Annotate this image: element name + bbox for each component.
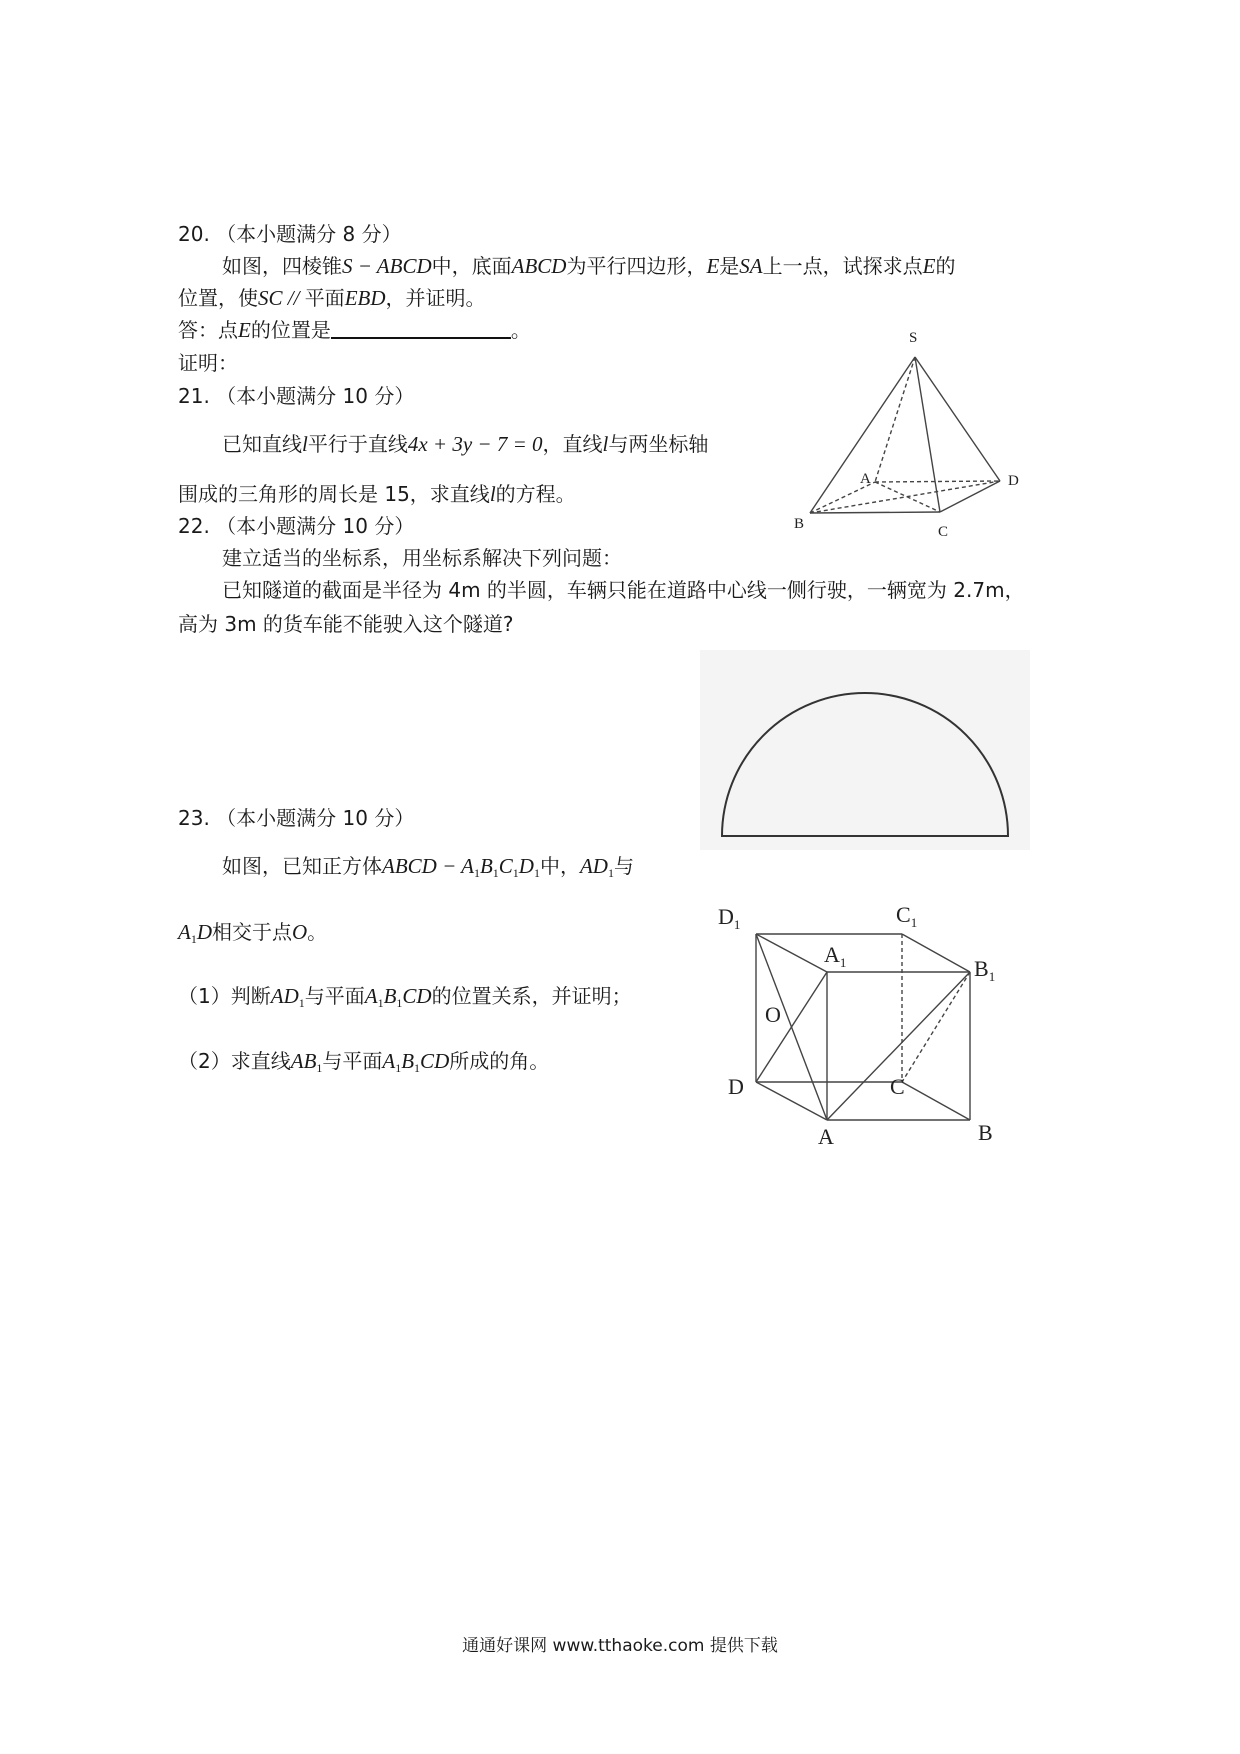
edge-bc xyxy=(810,512,940,513)
answer-blank[interactable] xyxy=(331,319,511,339)
q21-header: 21. （本小题满分 10 分） xyxy=(178,384,415,408)
edge-da xyxy=(756,1082,827,1120)
q20-proof-label: 证明： xyxy=(178,351,238,375)
figure-background xyxy=(700,650,1030,850)
q22-text-line2: 已知隧道的截面是半径为 4m 的半圆，车辆只能在道路中心线一侧行驶，一辆宽为 2.7m， xyxy=(222,578,1025,602)
q20-answer-line: 答：点E的位置是 。 xyxy=(178,318,531,342)
diag-a1d xyxy=(756,972,827,1082)
label-s: S xyxy=(909,330,918,346)
edge-sb xyxy=(810,357,915,513)
label-b: B xyxy=(978,1120,993,1145)
label-a: A xyxy=(860,471,871,487)
edge-c1b1 xyxy=(902,934,970,972)
label-d: D xyxy=(1008,473,1019,489)
label-b: B xyxy=(794,516,805,532)
edge-cb xyxy=(902,1082,970,1120)
q23-part1: （1）判断$AD_1$与平面$A_1B_1CD$的位置关系，并证明； xyxy=(178,984,632,1010)
edge-sd xyxy=(915,357,1000,481)
label-d: D xyxy=(728,1074,744,1099)
q20-header: 20. （本小题满分 8 分） xyxy=(178,222,402,246)
edge-sc xyxy=(915,357,940,512)
label-c: C xyxy=(890,1074,905,1099)
label-c1: $C_1$ xyxy=(896,902,918,930)
q20-text-line1: 如图，四棱锥S − ABCD中，底面ABCD为平行四边形，E是SA上一点，试探求点E的 xyxy=(222,254,956,278)
pyramid-figure xyxy=(780,325,1050,545)
semicircle-tunnel-figure xyxy=(700,650,1030,850)
q23-header: 23. （本小题满分 10 分） xyxy=(178,806,415,830)
label-d1: $D_1$ xyxy=(718,904,741,932)
q21-text-line2: 围成的三角形的周长是 15，求直线l的方程。 xyxy=(178,482,576,506)
diag-bd-hidden xyxy=(810,481,1000,513)
diag-b1c-hidden xyxy=(902,972,970,1082)
q21-text-line1: 已知直线l平行于直线4x + 3y − 7 = 0，直线l与两坐标轴 xyxy=(222,432,709,456)
label-a: A xyxy=(818,1124,834,1149)
q23-part2: （2）求直线$AB_1$与平面$A_1B_1CD$所成的角。 xyxy=(178,1049,550,1075)
cube-figure xyxy=(700,890,1020,1160)
label-a1: $A_1$ xyxy=(824,942,847,970)
q20-text-line2: 位置，使SC // 平面EBD，并证明。 xyxy=(178,286,486,310)
edge-d1a1 xyxy=(756,934,827,972)
label-o: O xyxy=(765,1002,781,1027)
q23-text-line2: $A_1D$相交于点O。 xyxy=(178,920,328,946)
label-c: C xyxy=(938,524,949,540)
q22-header: 22. （本小题满分 10 分） xyxy=(178,514,415,538)
diag-ac-hidden xyxy=(875,482,940,512)
q23-text-line1: 如图，已知正方体ABCD − $A_1B_1C_1D_1$中，$AD_1$与 xyxy=(222,854,634,880)
edge-ad-hidden xyxy=(875,481,1000,482)
edge-sa-hidden xyxy=(875,357,915,482)
label-b1: $B_1$ xyxy=(974,956,996,984)
q22-text-line1: 建立适当的坐标系，用坐标系解决下列问题： xyxy=(222,546,622,570)
q22-text-line3: 高为 3m 的货车能不能驶入这个隧道? xyxy=(178,612,514,636)
page-footer: 通通好课网 www.tthaoke.com 提供下载 xyxy=(462,1636,778,1656)
